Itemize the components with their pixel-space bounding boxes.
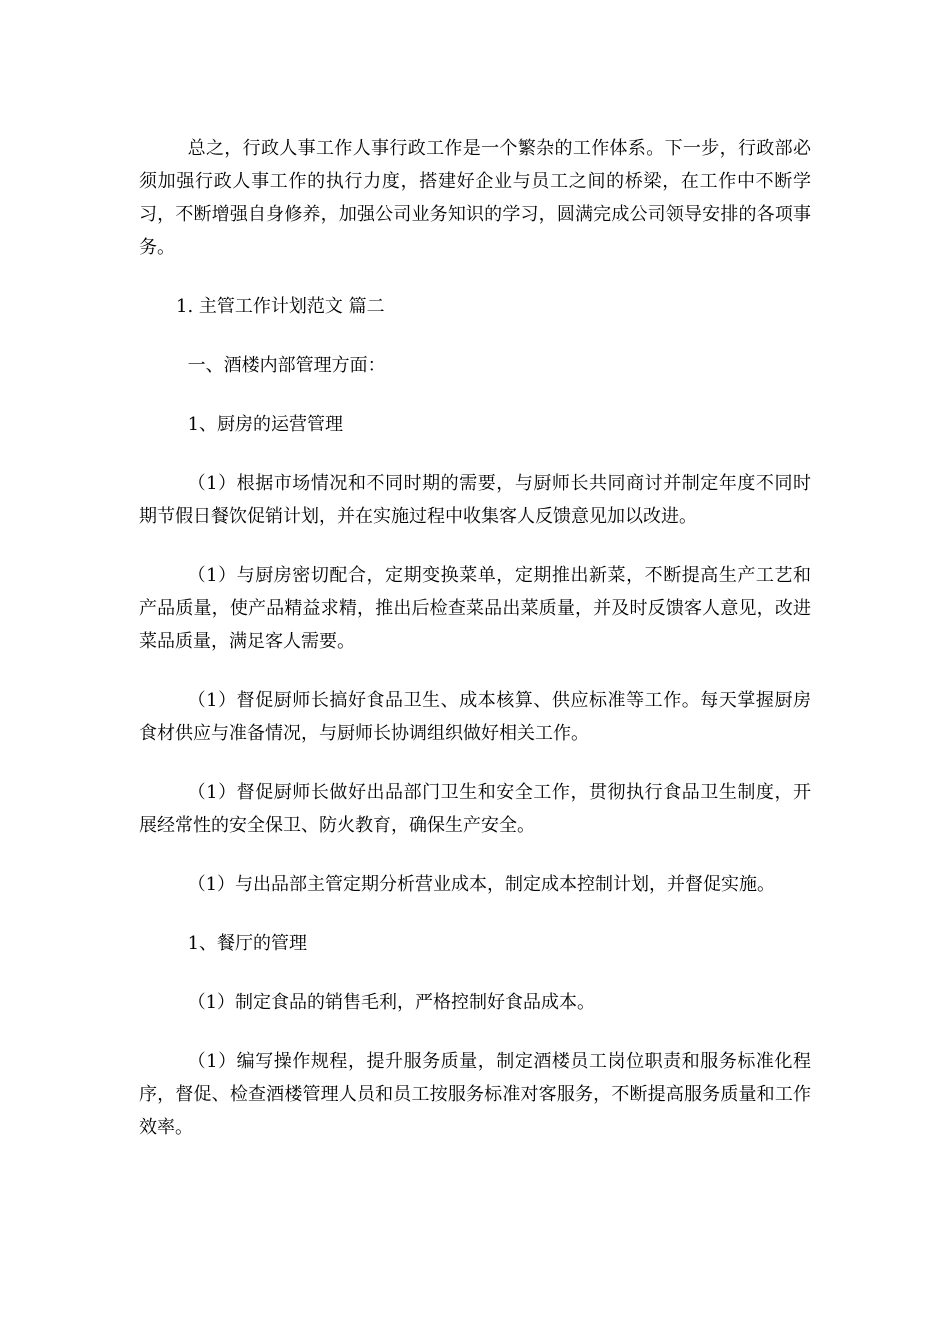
paragraph-item: （1）编写操作规程，提升服务质量，制定酒楼员工岗位职责和服务标准化程序，督促、检查酒楼管理人员和员工按服务标准对客服务，不断提高服务质量和工作效率。: [139, 1051, 811, 1138]
paragraph-item: （1）与厨房密切配合，定期变换菜单，定期推出新菜，不断提高生产工艺和产品质量，使产品精益求精，推出后检查菜品出菜质量，并及时反馈客人意见，改进菜品质量，满足客人需要。: [139, 565, 811, 652]
paragraph-item: （1）督促厨师长做好出品部门卫生和安全工作，贯彻执行食品卫生制度，开展经常性的安全保卫、防火教育，确保生产安全。: [139, 782, 811, 836]
paragraph-item: （1）根据市场情况和不同时期的需要，与厨师长共同商讨并制定年度不同时期节假日餐饮促销计划，并在实施过程中收集客人反馈意见加以改进。: [139, 473, 811, 527]
subsection-heading: 一、酒楼内部管理方面：: [187, 355, 386, 376]
paragraph-item: （1）与出品部主管定期分析营业成本，制定成本控制计划，并督促实施。: [187, 874, 776, 895]
section-heading: 1. 主管工作计划范文 篇二: [176, 296, 385, 317]
paragraph-item: （1）督促厨师长搞好食品卫生、成本核算、供应标准等工作。每天掌握厨房食材供应与准备情况，与厨师长协调组织做好相关工作。: [139, 690, 811, 744]
subsection-heading-restaurant: 1、餐厅的管理: [187, 933, 308, 954]
document-body: [139, 132, 811, 1170]
subsection-heading-kitchen: 1、厨房的运营管理: [187, 414, 344, 435]
paragraph-summary: 总之，行政人事工作人事行政工作是一个繁杂的工作体系。下一步，行政部必须加强行政人事工作的执行力度，搭建好企业与员工之间的桥梁，在工作中不断学习，不断增强自身修养，加强公司业务知识的学习，圆满完成公司领导安排的各项事务。: [139, 138, 811, 258]
paragraph-item: （1）制定食品的销售毛利，严格控制好食品成本。: [187, 992, 596, 1013]
